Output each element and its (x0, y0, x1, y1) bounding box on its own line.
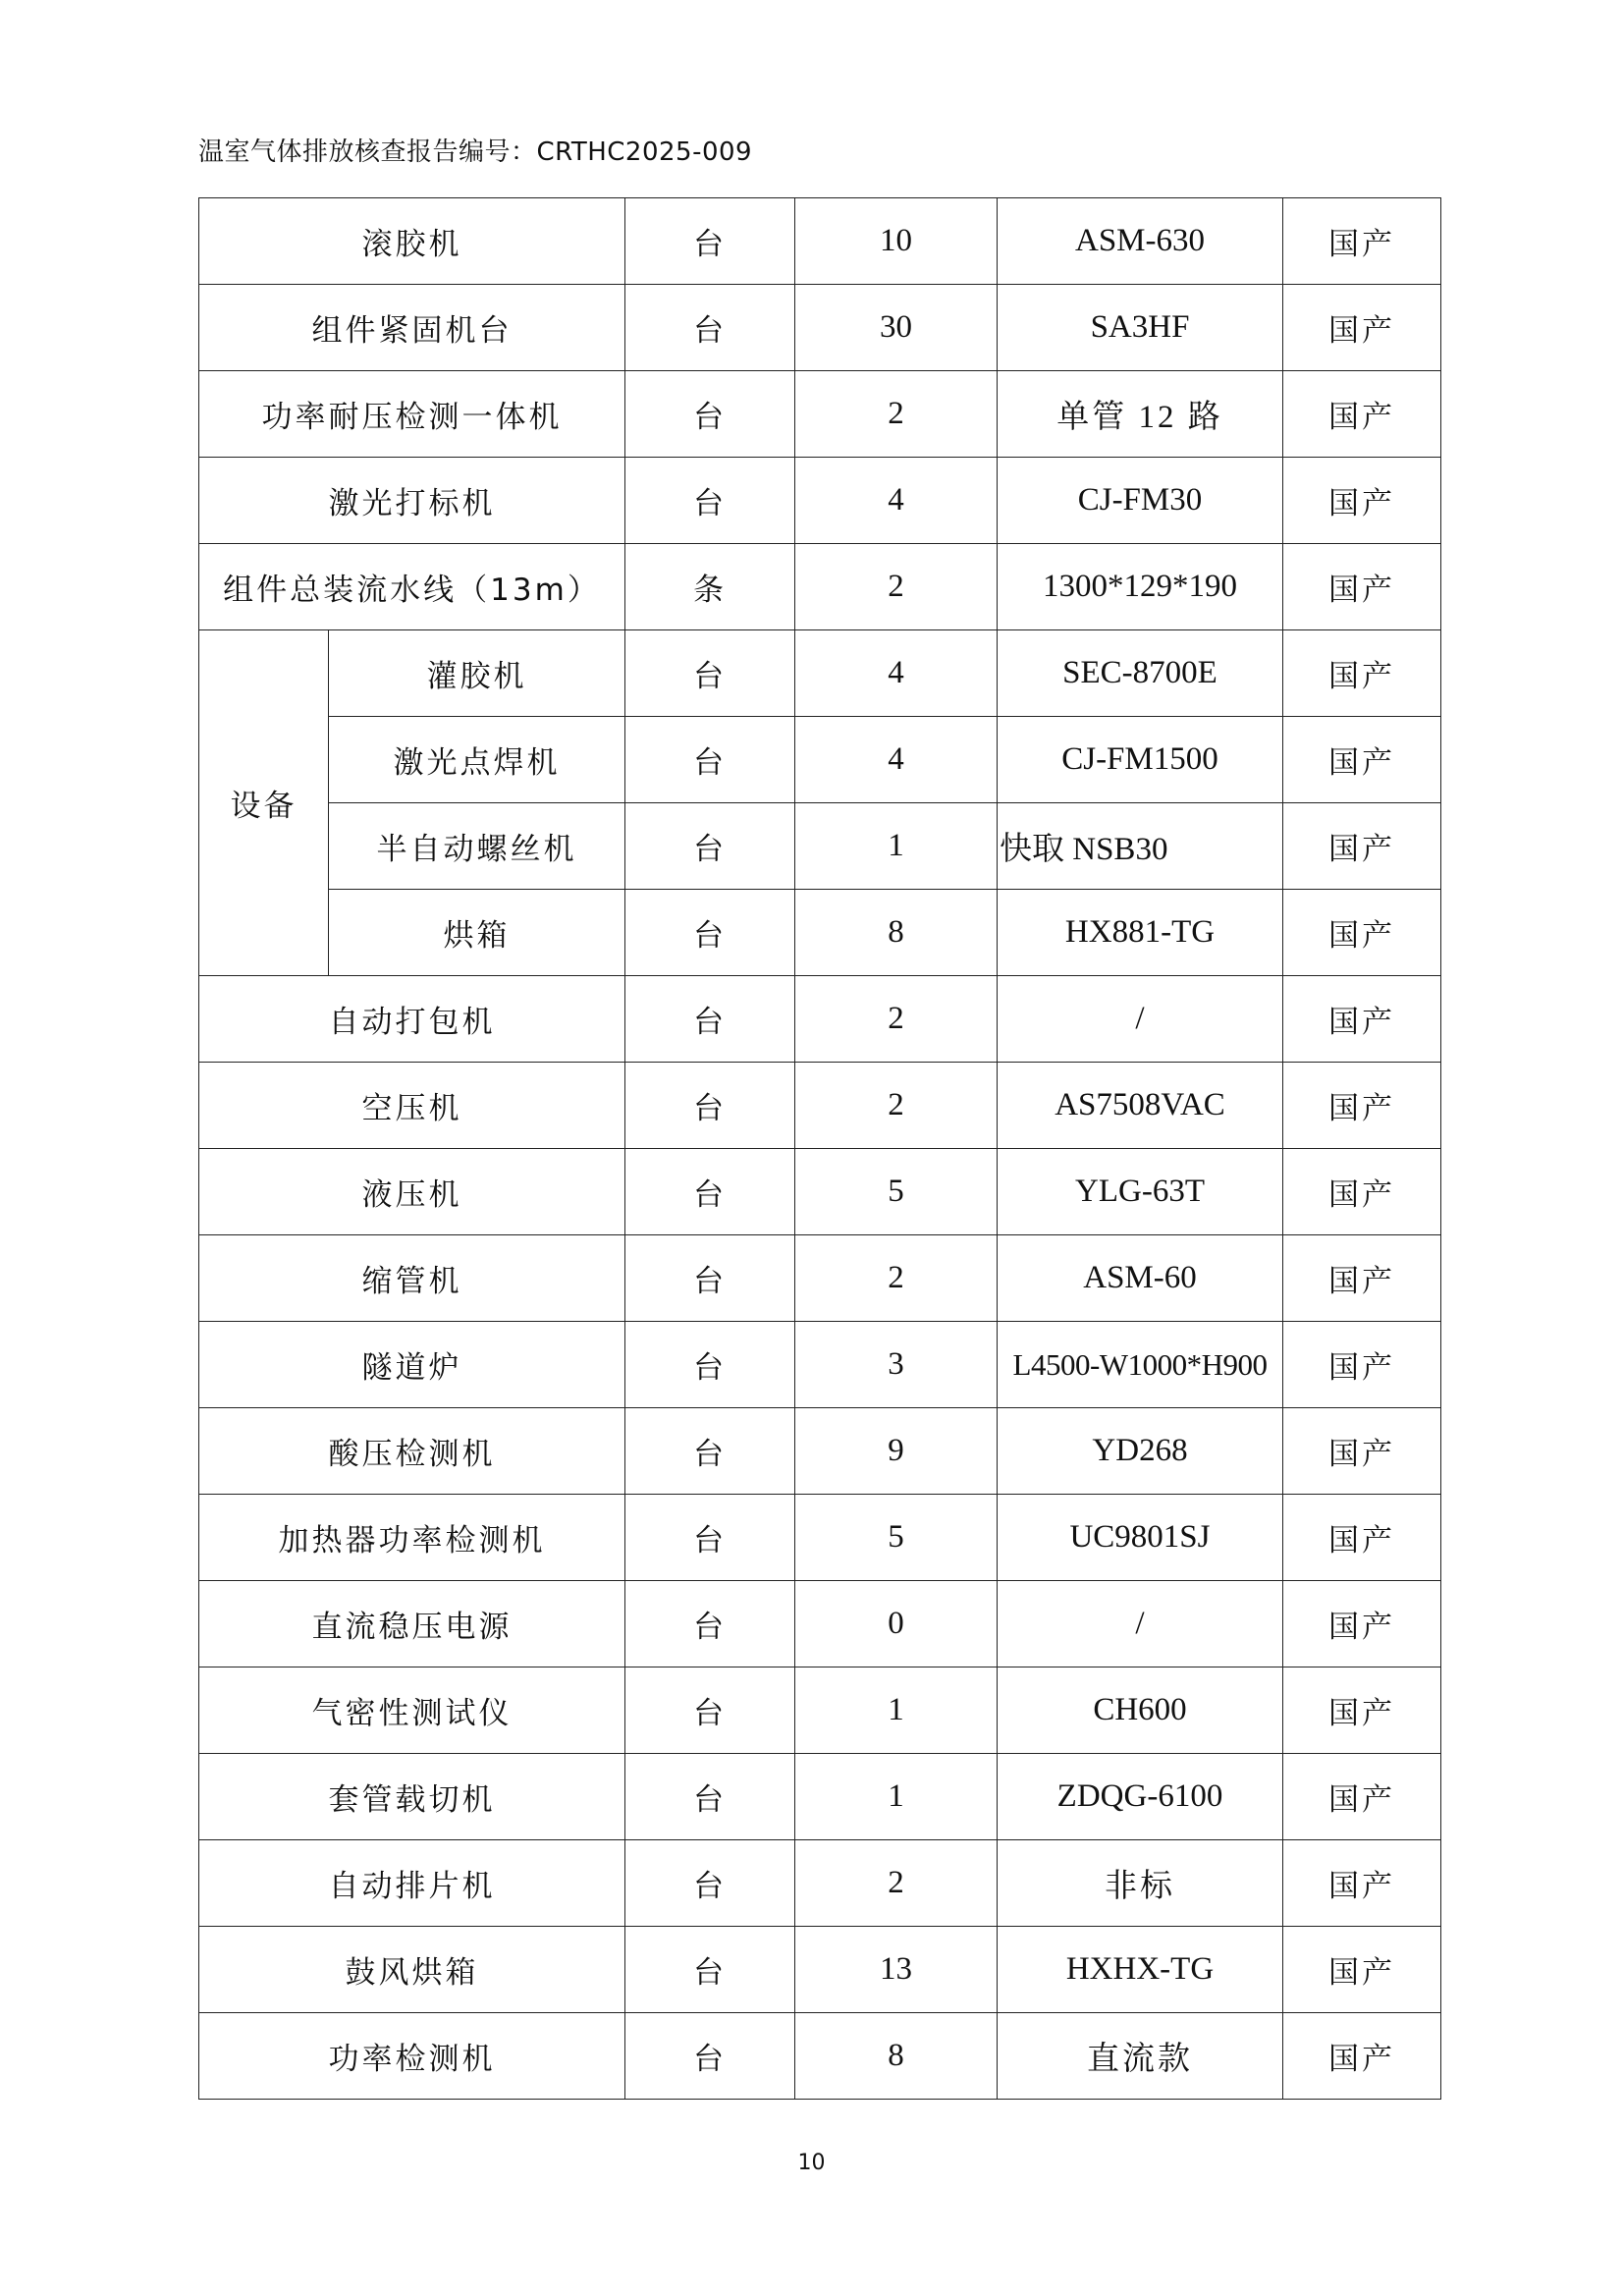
quantity-cell: 4 (795, 717, 998, 803)
unit-cell: 台 (625, 1495, 795, 1581)
equipment-name: 套管载切机 (199, 1754, 625, 1840)
origin-cell: 国产 (1283, 1322, 1441, 1408)
origin-cell: 国产 (1283, 1754, 1441, 1840)
equipment-name: 酸压检测机 (199, 1408, 625, 1495)
unit-cell: 台 (625, 198, 795, 285)
model-cell: 单管 12 路 (998, 371, 1283, 458)
origin-cell: 国产 (1283, 803, 1441, 890)
page-number: 10 (797, 2151, 826, 2175)
model-cell: CJ-FM1500 (998, 717, 1283, 803)
unit-cell: 台 (625, 1840, 795, 1927)
table-row (199, 630, 1441, 717)
model-cell: 非标 (998, 1840, 1283, 1927)
origin-cell: 国产 (1283, 371, 1441, 458)
equipment-name: 加热器功率检测机 (199, 1495, 625, 1581)
unit-cell: 条 (625, 544, 795, 630)
equipment-name: 空压机 (199, 1063, 625, 1149)
quantity-cell: 8 (795, 890, 998, 976)
unit-cell: 台 (625, 1927, 795, 2013)
model-cell: HXHX-TG (998, 1927, 1283, 2013)
table-row (199, 890, 1441, 976)
quantity-cell: 3 (795, 1322, 998, 1408)
table-row (199, 803, 1441, 890)
model-cell: AS7508VAC (998, 1063, 1283, 1149)
equipment-name: 鼓风烘箱 (199, 1927, 625, 2013)
equipment-name: 自动排片机 (199, 1840, 625, 1927)
origin-cell: 国产 (1283, 1408, 1441, 1495)
equipment-name: 自动打包机 (199, 976, 625, 1063)
equipment-name: 功率耐压检测一体机 (199, 371, 625, 458)
table-row (199, 1667, 1441, 1754)
unit-cell: 台 (625, 630, 795, 717)
origin-cell: 国产 (1283, 1927, 1441, 2013)
table-row (199, 1495, 1441, 1581)
unit-cell: 台 (625, 371, 795, 458)
table-row (199, 717, 1441, 803)
table-row (199, 1840, 1441, 1927)
table-row (199, 1927, 1441, 2013)
equipment-name: 液压机 (199, 1149, 625, 1235)
quantity-cell: 5 (795, 1495, 998, 1581)
model-cell: 直流款 (998, 2013, 1283, 2100)
equipment-name: 滚胶机 (199, 198, 625, 285)
model-cell: CH600 (998, 1667, 1283, 1754)
origin-cell: 国产 (1283, 458, 1441, 544)
model-cell: CJ-FM30 (998, 458, 1283, 544)
unit-cell: 台 (625, 803, 795, 890)
quantity-cell: 8 (795, 2013, 998, 2100)
model-cell: ASM-630 (998, 198, 1283, 285)
origin-cell: 国产 (1283, 1581, 1441, 1667)
model-cell: 快取 NSB30 (998, 803, 1283, 890)
unit-cell: 台 (625, 1667, 795, 1754)
model-cell: SA3HF (998, 285, 1283, 371)
quantity-cell: 4 (795, 630, 998, 717)
quantity-cell: 30 (795, 285, 998, 371)
model-cell: YLG-63T (998, 1149, 1283, 1235)
origin-cell: 国产 (1283, 1667, 1441, 1754)
quantity-cell: 0 (795, 1581, 998, 1667)
equipment-name: 功率检测机 (199, 2013, 625, 2100)
quantity-cell: 2 (795, 976, 998, 1063)
origin-cell: 国产 (1283, 544, 1441, 630)
table-row (199, 198, 1441, 285)
unit-cell: 台 (625, 717, 795, 803)
table-row (199, 1149, 1441, 1235)
equipment-name: 烘箱 (329, 890, 625, 976)
origin-cell: 国产 (1283, 717, 1441, 803)
group-label-equipment: 设备 (199, 630, 329, 976)
quantity-cell: 4 (795, 458, 998, 544)
model-cell: UC9801SJ (998, 1495, 1283, 1581)
unit-cell: 台 (625, 976, 795, 1063)
equipment-name: 灌胶机 (329, 630, 625, 717)
table-row (199, 458, 1441, 544)
model-cell: L4500-W1000*H900 (998, 1322, 1283, 1408)
equipment-name: 激光点焊机 (329, 717, 625, 803)
equipment-name: 气密性测试仪 (199, 1667, 625, 1754)
table-row (199, 1408, 1441, 1495)
model-cell: HX881-TG (998, 890, 1283, 976)
unit-cell: 台 (625, 1063, 795, 1149)
equipment-name: 组件总装流水线（13m） (199, 544, 625, 630)
report-header: 温室气体排放核查报告编号：CRTHC2025-009 (198, 137, 753, 167)
equipment-name: 缩管机 (199, 1235, 625, 1322)
model-cell: 1300*129*190 (998, 544, 1283, 630)
unit-cell: 台 (625, 1754, 795, 1840)
unit-cell: 台 (625, 2013, 795, 2100)
table-row (199, 2013, 1441, 2100)
table-row (199, 976, 1441, 1063)
table-row (199, 1322, 1441, 1408)
origin-cell: 国产 (1283, 1063, 1441, 1149)
model-cell: ZDQG-6100 (998, 1754, 1283, 1840)
unit-cell: 台 (625, 890, 795, 976)
table-row (199, 544, 1441, 630)
table-row (199, 371, 1441, 458)
model-cell: YD268 (998, 1408, 1283, 1495)
origin-cell: 国产 (1283, 198, 1441, 285)
quantity-cell: 5 (795, 1149, 998, 1235)
unit-cell: 台 (625, 1149, 795, 1235)
model-cell: / (998, 976, 1283, 1063)
quantity-cell: 2 (795, 1840, 998, 1927)
equipment-name: 组件紧固机台 (199, 285, 625, 371)
unit-cell: 台 (625, 1408, 795, 1495)
equipment-name: 半自动螺丝机 (329, 803, 625, 890)
quantity-cell: 1 (795, 1667, 998, 1754)
unit-cell: 台 (625, 458, 795, 544)
origin-cell: 国产 (1283, 1840, 1441, 1927)
model-cell: / (998, 1581, 1283, 1667)
equipment-name: 隧道炉 (199, 1322, 625, 1408)
quantity-cell: 13 (795, 1927, 998, 2013)
quantity-cell: 10 (795, 198, 998, 285)
equipment-name: 激光打标机 (199, 458, 625, 544)
model-cell: SEC-8700E (998, 630, 1283, 717)
unit-cell: 台 (625, 1235, 795, 1322)
model-cell: ASM-60 (998, 1235, 1283, 1322)
quantity-cell: 2 (795, 371, 998, 458)
quantity-cell: 9 (795, 1408, 998, 1495)
quantity-cell: 2 (795, 544, 998, 630)
equipment-name: 直流稳压电源 (199, 1581, 625, 1667)
table-row (199, 1581, 1441, 1667)
quantity-cell: 2 (795, 1063, 998, 1149)
origin-cell: 国产 (1283, 1149, 1441, 1235)
quantity-cell: 1 (795, 1754, 998, 1840)
origin-cell: 国产 (1283, 285, 1441, 371)
origin-cell: 国产 (1283, 1495, 1441, 1581)
unit-cell: 台 (625, 1322, 795, 1408)
origin-cell: 国产 (1283, 630, 1441, 717)
unit-cell: 台 (625, 1581, 795, 1667)
equipment-table (198, 197, 1441, 2100)
table-row (199, 1754, 1441, 1840)
origin-cell: 国产 (1283, 1235, 1441, 1322)
origin-cell: 国产 (1283, 2013, 1441, 2100)
quantity-cell: 2 (795, 1235, 998, 1322)
table-row (199, 285, 1441, 371)
unit-cell: 台 (625, 285, 795, 371)
origin-cell: 国产 (1283, 976, 1441, 1063)
table-row (199, 1063, 1441, 1149)
quantity-cell: 1 (795, 803, 998, 890)
origin-cell: 国产 (1283, 890, 1441, 976)
table-row (199, 1235, 1441, 1322)
